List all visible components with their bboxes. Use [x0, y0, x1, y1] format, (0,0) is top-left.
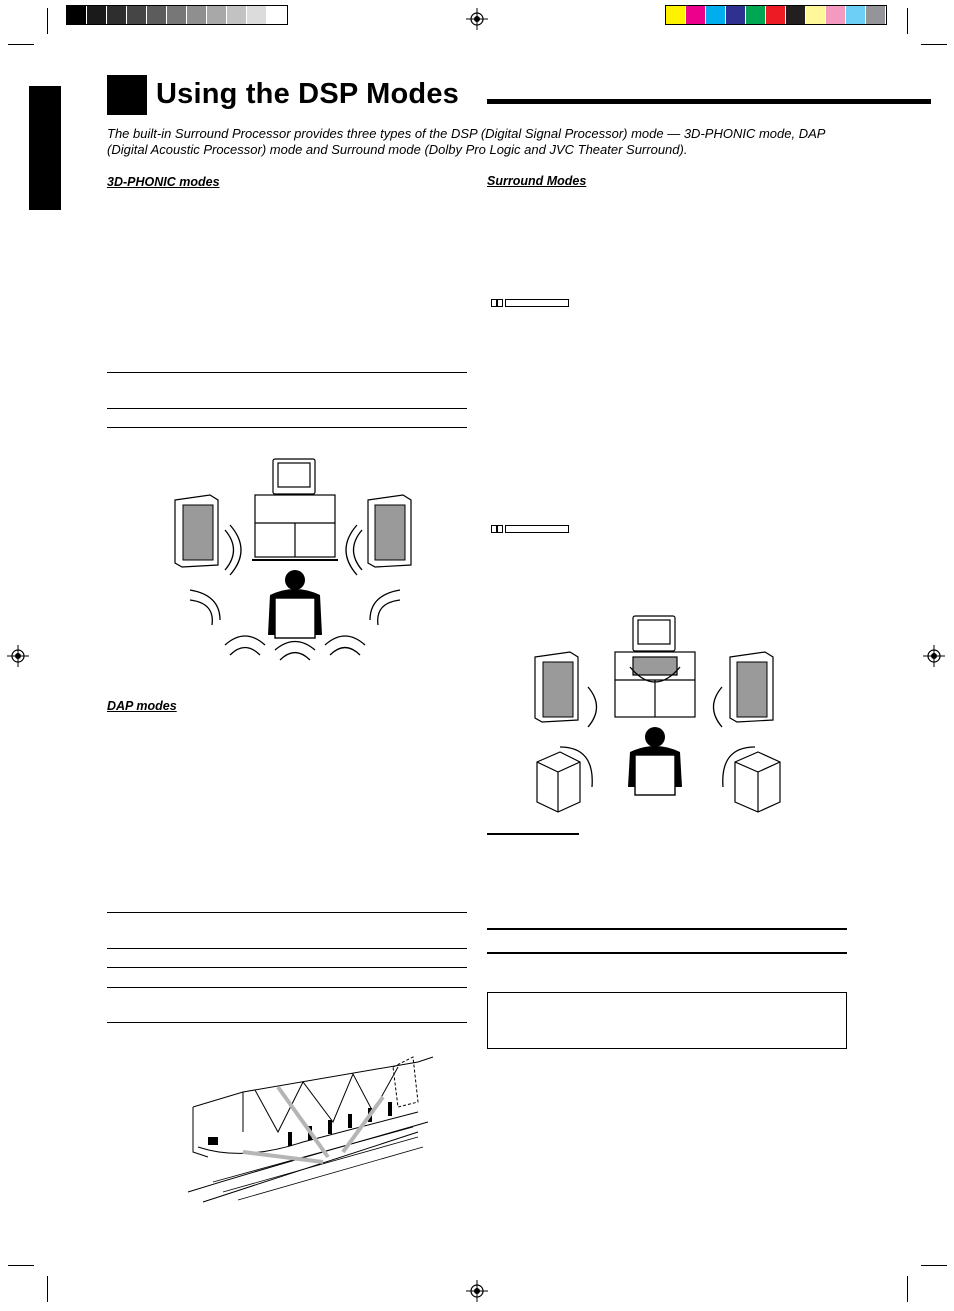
listener-icon: [268, 570, 322, 638]
color-calibration-bar: [665, 5, 887, 25]
concert-hall-illustration: [183, 1052, 438, 1204]
speaker-icon: [735, 752, 780, 812]
grayscale-swatch: [167, 6, 187, 24]
table-rule: [487, 928, 847, 930]
listener-icon: [628, 727, 682, 795]
crop-mark: [907, 1276, 908, 1302]
grayscale-swatch: [67, 6, 87, 24]
color-swatch: [766, 6, 786, 24]
section-heading-3d-phonic: 3D-PHONIC modes: [107, 175, 220, 189]
grayscale-swatch: [227, 6, 247, 24]
color-swatch: [666, 6, 686, 24]
title-rule: [487, 99, 931, 104]
grayscale-swatch: [147, 6, 167, 24]
table-rule: [107, 912, 467, 913]
crop-mark: [8, 1265, 34, 1266]
crop-mark: [8, 44, 34, 45]
grayscale-calibration-bar: [66, 5, 288, 25]
color-swatch: [746, 6, 766, 24]
speaker-icon: [537, 752, 580, 812]
tv-cabinet-icon: [252, 459, 338, 560]
registration-mark-icon: [466, 8, 488, 30]
color-swatch: [846, 6, 866, 24]
table-rule: [107, 427, 467, 428]
crop-mark: [907, 8, 908, 34]
grayscale-swatch: [107, 6, 127, 24]
speaker-icon: [730, 652, 773, 722]
grayscale-swatch: [87, 6, 107, 24]
3d-phonic-illustration: [170, 455, 420, 665]
grayscale-swatch: [267, 6, 287, 24]
section-heading-dap: DAP modes: [107, 699, 177, 713]
indicator-graphic: [491, 525, 571, 533]
registration-mark-icon: [7, 645, 29, 667]
title-marker-box: [107, 75, 147, 115]
color-swatch: [706, 6, 726, 24]
crop-mark: [921, 1265, 947, 1266]
language-side-tab: [29, 86, 61, 210]
table-rule: [107, 987, 467, 988]
section-heading-surround: Surround Modes: [487, 174, 587, 188]
table-rule: [107, 967, 467, 968]
crop-mark: [921, 44, 947, 45]
crop-mark: [47, 1276, 48, 1302]
table-rule: [107, 1022, 467, 1023]
speaker-icon: [535, 652, 578, 722]
note-box: [487, 992, 847, 1049]
table-rule: [107, 408, 467, 409]
grayscale-swatch: [127, 6, 147, 24]
speaker-icon: [175, 495, 218, 567]
color-swatch: [726, 6, 746, 24]
table-rule: [487, 952, 847, 954]
indicator-graphic: [491, 299, 571, 307]
grayscale-swatch: [187, 6, 207, 24]
tv-cabinet-icon: [615, 616, 695, 717]
speaker-icon: [368, 495, 411, 567]
table-rule: [107, 372, 467, 373]
color-swatch: [826, 6, 846, 24]
page-title: Using the DSP Modes: [156, 78, 459, 110]
grayscale-swatch: [247, 6, 267, 24]
color-swatch: [806, 6, 826, 24]
intro-paragraph: The built-in Surround Processor provides three types of the DSP (Digital Signal Processor) mode — 3D-PHONIC mode, DAP (Digital Acoustic Processor) mode and Surround mode (Dolby Pro Logic and JVC Theater Surround).: [107, 126, 825, 157]
color-swatch: [786, 6, 806, 24]
note-underline: [487, 833, 579, 835]
surround-illustration: [530, 612, 785, 817]
color-swatch: [686, 6, 706, 24]
grayscale-swatch: [207, 6, 227, 24]
registration-mark-icon: [466, 1280, 488, 1302]
color-swatch: [866, 6, 886, 24]
table-rule: [107, 948, 467, 949]
registration-mark-icon: [923, 645, 945, 667]
crop-mark: [47, 8, 48, 34]
